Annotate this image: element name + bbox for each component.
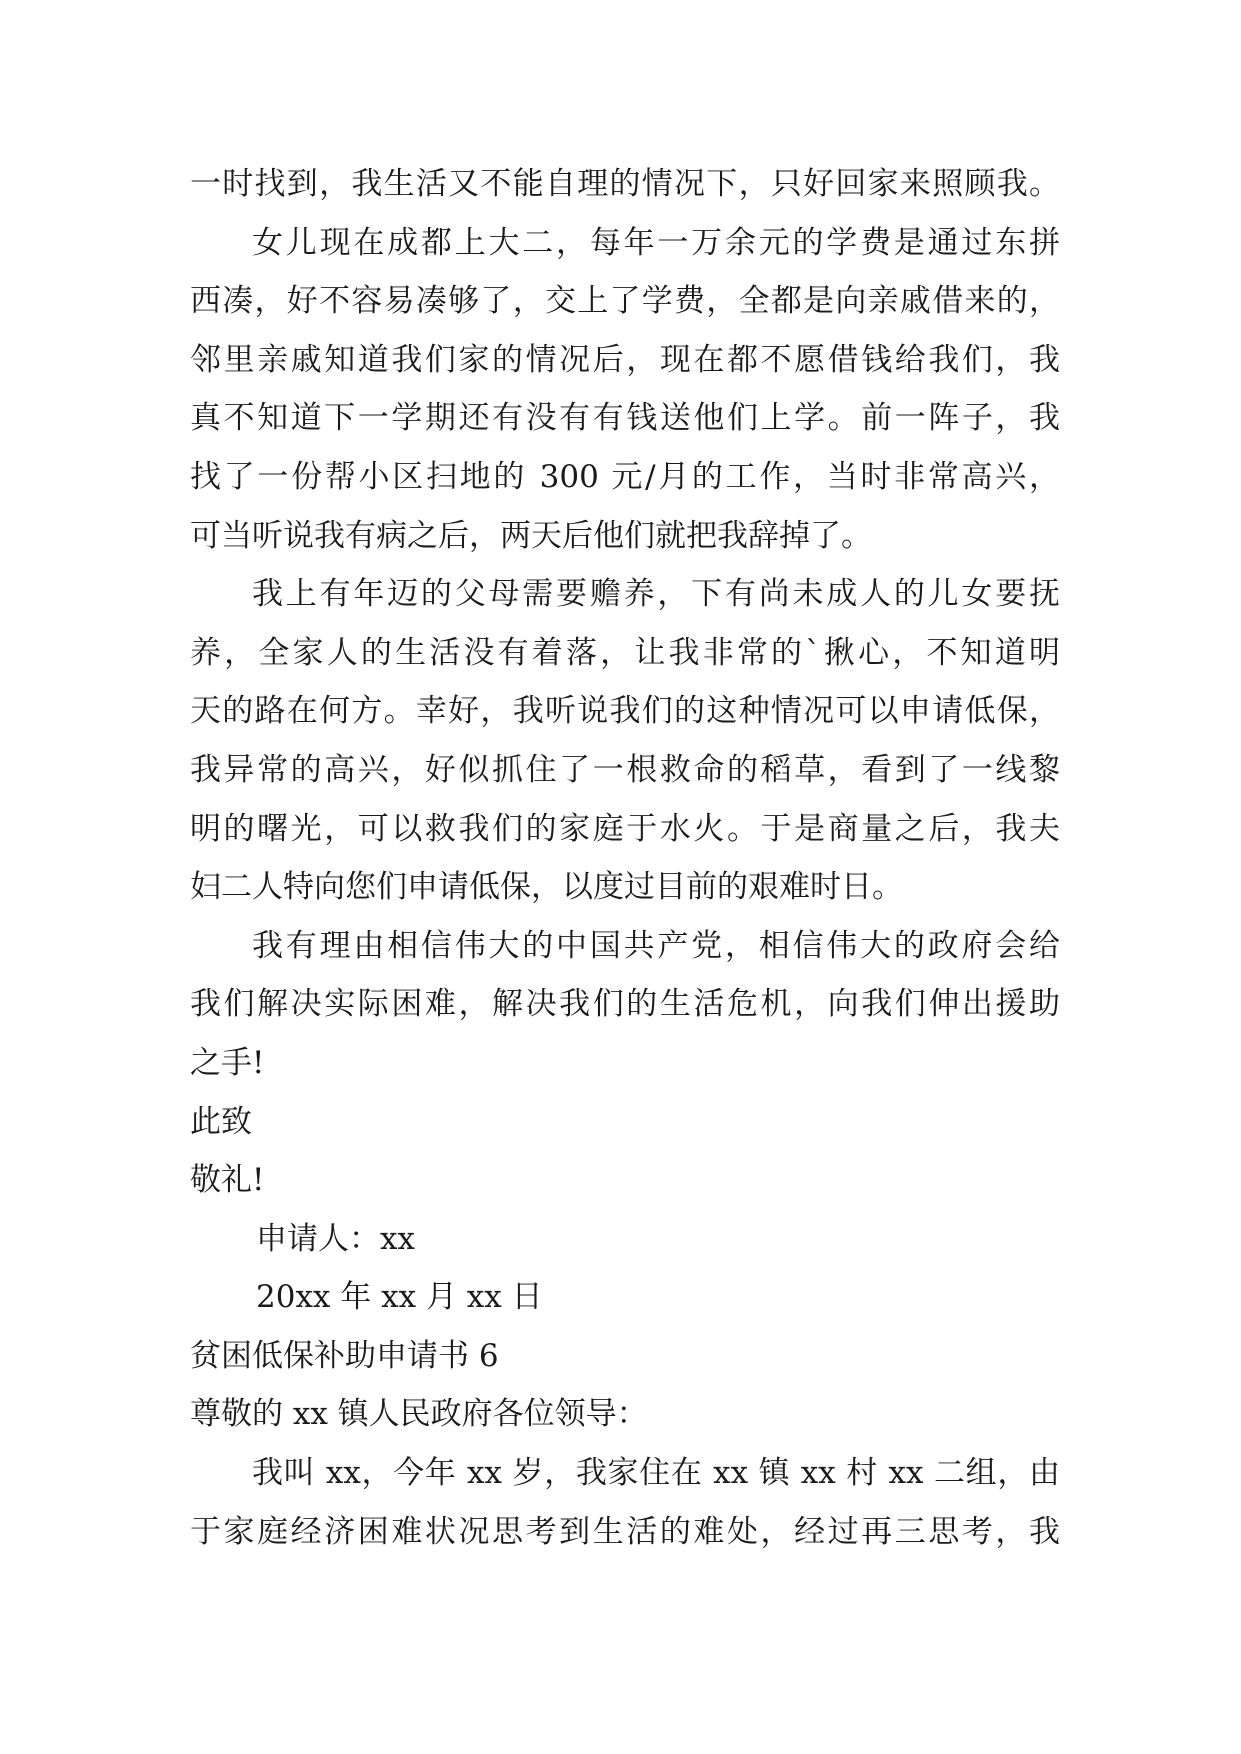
text-line: 我异常的高兴，好似抓住了一根救命的稻草，看到了一线黎	[190, 751, 1060, 788]
section-title: 贫困低保补助申请书 6	[190, 1337, 499, 1374]
text-line: 我们解决实际困难，解决我们的生活危机，向我们伸出援助	[190, 986, 1060, 1023]
text-line: 养，全家人的生活没有着落，让我非常的`揪心，不知道明	[190, 634, 1060, 671]
text-line: 妇二人特向您们申请低保，以度过目前的艰难时日。	[190, 869, 903, 906]
text-line: 天的路在何方。幸好，我听说我们的这种情况可以申请低保，	[190, 693, 1060, 730]
text-line: 一时找到，我生活又不能自理的情况下，只好回家来照顾我。	[190, 166, 1060, 202]
text-line: 邻里亲戚知道我们家的情况后，现在都不愿借钱给我们，我	[190, 341, 1060, 378]
closing-salutation: 此致	[190, 1103, 252, 1140]
applicant-signature: 申请人：xx	[256, 1220, 415, 1257]
text-line: 于家庭经济困难状况思考到生活的难处，经过再三思考，我	[190, 1513, 1060, 1550]
text-line: 找了一份帮小区扫地的 300 元/月的工作，当时非常高兴，	[190, 458, 1060, 495]
text-line: 真不知道下一学期还有没有有钱送他们上学。前一阵子，我	[190, 400, 1060, 437]
text-line: 明的曙光，可以救我们的家庭于水火。于是商量之后，我夫	[190, 810, 1060, 847]
signature-date: 20xx 年 xx 月 xx 日	[256, 1279, 543, 1316]
closing-regards: 敬礼!	[190, 1162, 265, 1199]
text-line: 女儿现在成都上大二，每年一万余元的学费是通过东拼	[252, 224, 1060, 261]
text-line: 之手!	[190, 1044, 265, 1081]
text-line: 我叫 xx，今年 xx 岁，我家住在 xx 镇 xx 村 xx 二组，由	[252, 1455, 1060, 1492]
letter-greeting: 尊敬的 xx 镇人民政府各位领导：	[190, 1396, 648, 1433]
text-line: 我上有年迈的父母需要赡养，下有尚未成人的儿女要抚	[252, 576, 1060, 613]
text-line: 我有理由相信伟大的中国共产党，相信伟大的政府会给	[252, 927, 1060, 964]
text-line: 可当听说我有病之后，两天后他们就把我辞掉了。	[190, 517, 872, 554]
document-body	[190, 155, 1060, 1561]
text-line: 西凑，好不容易凑够了，交上了学费，全都是向亲戚借来的，	[190, 283, 1060, 320]
